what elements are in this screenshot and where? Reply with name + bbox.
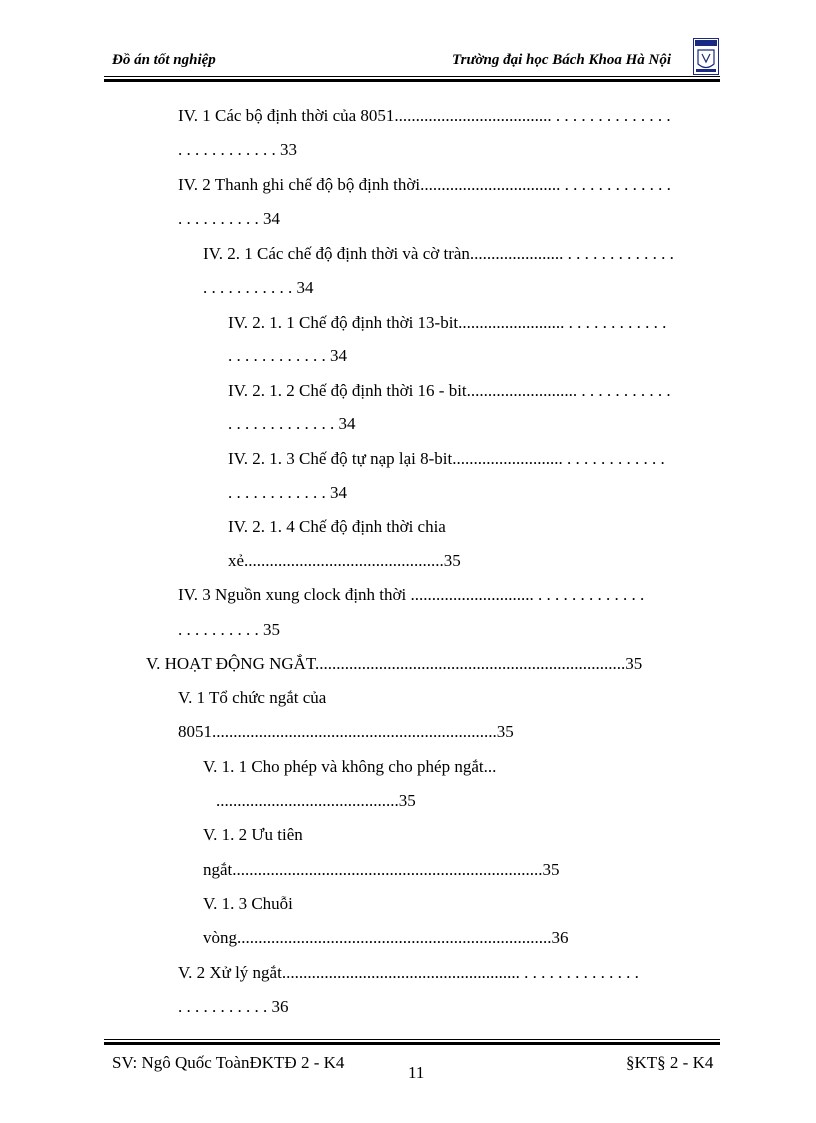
toc-entry: IV. 2. 1. 3 Chế độ tự nạp lại 8-bit.......................... . . . . . . . . . . . . bbox=[228, 449, 665, 468]
footer-class: §KT§ 2 - K4 bbox=[626, 1053, 714, 1072]
toc-entry: V. 1 Tổ chức ngắt của bbox=[178, 688, 327, 707]
toc-entry: . . . . . . . . . . . . 34 bbox=[228, 483, 347, 502]
footer-rule-thin bbox=[104, 1039, 720, 1040]
university-logo-icon bbox=[693, 38, 719, 75]
toc-entry: . . . . . . . . . . . 36 bbox=[178, 997, 289, 1016]
header-rule-thin bbox=[104, 76, 720, 77]
toc-entry: . . . . . . . . . . . 34 bbox=[203, 278, 314, 297]
toc-entry: . . . . . . . . . . 35 bbox=[178, 620, 280, 639]
footer-student: SV: Ngô Quốc ToànĐKTĐ 2 - K4 bbox=[112, 1053, 345, 1072]
toc-entry: ngắt.........................................................................35 bbox=[203, 860, 560, 879]
toc-entry: V. 1. 3 Chuỗi bbox=[203, 894, 293, 913]
header-right-title: Trường đại học Bách Khoa Hà Nội bbox=[452, 52, 672, 68]
toc-entry: xẻ...............................................35 bbox=[228, 551, 461, 570]
toc-entry: IV. 1 Các bộ định thời của 8051..................................... . . . . . . . . . . . . . . bbox=[178, 106, 671, 125]
toc-entry: V. 1. 2 Ưu tiên bbox=[203, 825, 303, 844]
toc-entry: ...........................................35 bbox=[216, 791, 416, 810]
toc-entry: . . . . . . . . . . 34 bbox=[178, 209, 280, 228]
toc-entry: 8051...................................................................35 bbox=[178, 722, 514, 741]
toc-entry: . . . . . . . . . . . . 34 bbox=[228, 346, 347, 365]
toc-entry: IV. 3 Nguồn xung clock định thời ............................. . . . . . . . . . . . . . bbox=[178, 585, 645, 604]
toc-entry: IV. 2. 1. 1 Chế độ định thời 13-bit......................... . . . . . . . . . . . . bbox=[228, 313, 667, 332]
toc-entry: V. 2 Xử lý ngắt........................................................ . . . . . . . . . . . . . . bbox=[178, 963, 639, 982]
page-number: 11 bbox=[408, 1063, 425, 1082]
header-rule-thick bbox=[104, 79, 720, 82]
toc-entry: V. HOẠT ĐỘNG NGẮT.........................................................................35 bbox=[146, 654, 643, 673]
toc-entry: IV. 2. 1. 4 Chế độ định thời chia bbox=[228, 517, 446, 536]
toc-entry: . . . . . . . . . . . . 33 bbox=[178, 140, 297, 159]
toc-entry: . . . . . . . . . . . . . 34 bbox=[228, 414, 356, 433]
toc-entry: IV. 2. 1 Các chế độ định thời và cờ tràn...................... . . . . . . . . . . . . . bbox=[203, 244, 674, 263]
header-left-title: Đồ án tốt nghiệp bbox=[112, 52, 216, 68]
toc-entry: IV. 2 Thanh ghi chế độ bộ định thời................................. . . . . . . . . . . . . . bbox=[178, 175, 671, 194]
toc-entry: vòng..........................................................................36 bbox=[203, 928, 569, 947]
toc-entry: IV. 2. 1. 2 Chế độ định thời 16 - bit.......................... . . . . . . . . . . . bbox=[228, 381, 671, 400]
toc-entry: V. 1. 1 Cho phép và không cho phép ngắt... bbox=[203, 757, 497, 776]
footer-rule-thick bbox=[104, 1042, 720, 1045]
